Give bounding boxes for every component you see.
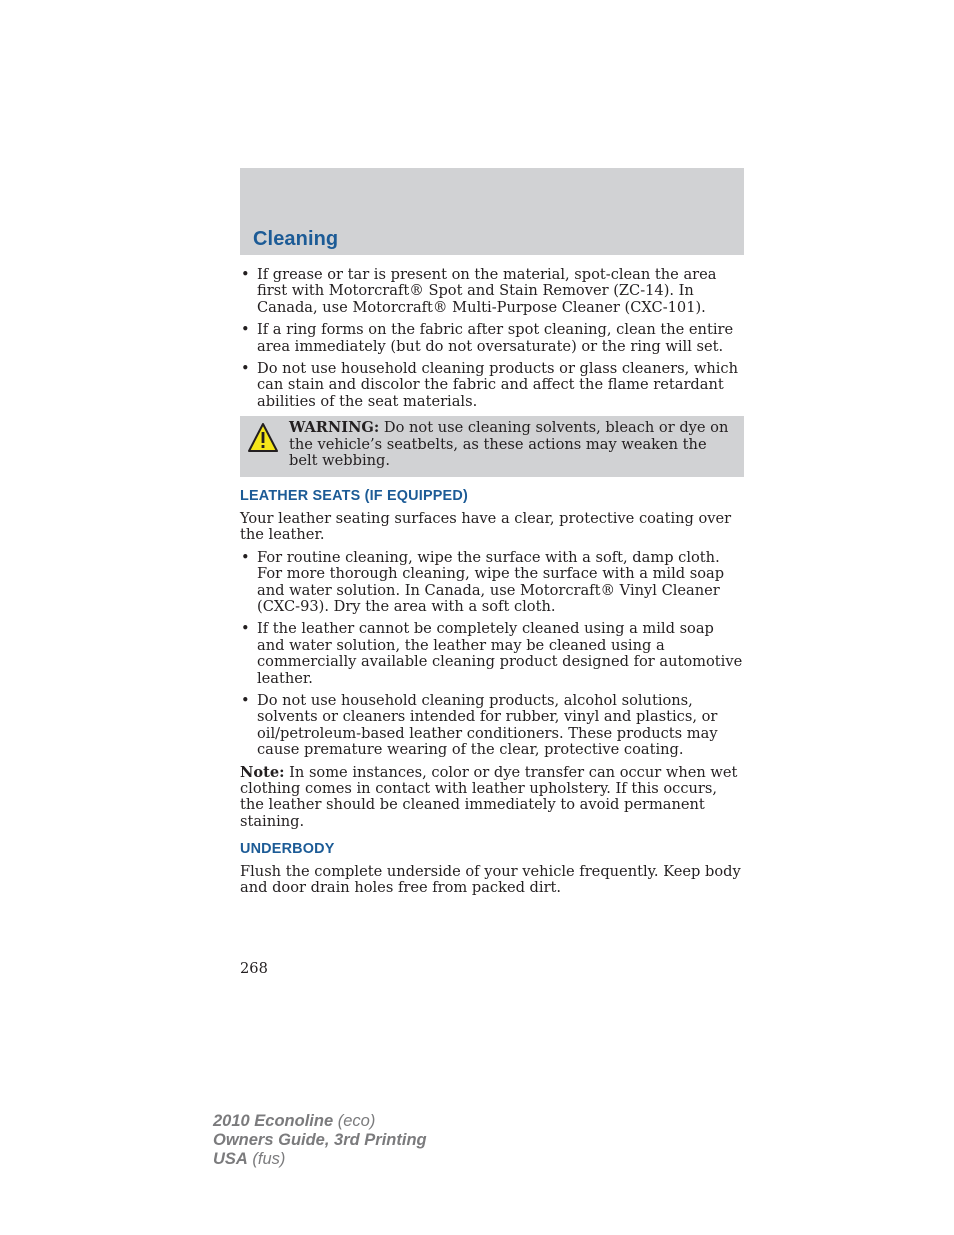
note-label: Note: <box>240 763 285 781</box>
bullet-icon: • <box>241 321 250 339</box>
list-item-text: Do not use household cleaning products, alcohol solutions, solvents or cleaners intended for rubber, vinyl and plastics, or oil/petroleum-based leather conditioners. These products may cause premature wearing of the clear, protective coating. <box>257 691 718 759</box>
footer-region-code: (fus) <box>247 1150 286 1168</box>
footer-guide: Owners Guide, 3rd Printing <box>213 1131 427 1149</box>
list-item <box>240 322 744 355</box>
section-header-band <box>240 168 744 255</box>
page-content <box>240 267 744 902</box>
leather-note <box>240 765 744 831</box>
fabric-cleaning-list <box>240 267 744 410</box>
footer-line-3 <box>213 1150 427 1169</box>
bullet-icon: • <box>241 691 250 709</box>
list-item <box>240 361 744 410</box>
list-item <box>240 621 744 687</box>
document-footer <box>213 1112 427 1169</box>
warning-text: Do not use cleaning solvents, bleach or dye on the vehicle’s seatbelts, as these actions may weaken the belt webbing. <box>289 419 729 470</box>
bullet-icon: • <box>241 266 250 283</box>
leather-seats-heading: LEATHER SEATS (IF EQUIPPED) <box>240 488 468 505</box>
underbody-heading: UNDERBODY <box>240 841 335 858</box>
footer-region: USA <box>213 1150 248 1168</box>
footer-line-2 <box>213 1131 427 1150</box>
list-item <box>240 693 744 759</box>
section-title: Cleaning <box>253 228 339 250</box>
page-number: 268 <box>240 960 268 977</box>
footer-model-code: (eco) <box>333 1112 376 1130</box>
list-item-text: If the leather cannot be completely cleaned using a mild soap and water solution, the leather may be cleaned using a commercially available cleaning product designed for automotive leather. <box>257 620 743 687</box>
warning-label: WARNING: <box>289 419 380 437</box>
note-text: In some instances, color or dye transfer can occur when wet clothing comes in contact with leather upholstery. If this occurs, the leather should be cleaned immediately to avoid permanent staining. <box>240 763 738 830</box>
warning-triangle-icon <box>247 421 279 455</box>
list-item-text: For routine cleaning, wipe the surface with a soft, damp cloth. For more thorough cleaning, wipe the surface with a mild soap and water solution. In Canada, use Motorcraft® Vinyl Cleaner (CXC-93). Dry the area with a soft cloth. <box>257 548 725 615</box>
bullet-icon: • <box>241 620 250 638</box>
bullet-icon: • <box>241 360 250 378</box>
footer-line-1 <box>213 1112 427 1131</box>
warning-box <box>240 416 744 477</box>
leather-intro: Your leather seating surfaces have a clear, protective coating over the leather. <box>240 509 732 544</box>
underbody-text: Flush the complete underside of your vehicle frequently. Keep body and door drain holes free from packed dirt. <box>240 862 741 896</box>
list-item <box>240 550 744 616</box>
list-item <box>240 267 744 316</box>
list-item-text: Do not use household cleaning products or glass cleaners, which can stain and discolor the fabric and affect the flame retardant abilities of the seat materials. <box>257 360 738 410</box>
bullet-icon: • <box>241 548 250 566</box>
list-item-text: If grease or tar is present on the material, spot-clean the area first with Motorcraft® Spot and Stain Remover (ZC-14). In Canada, use Motorcraft® Multi-Purpose Cleaner (CXC-101). <box>257 266 717 316</box>
footer-model: 2010 Econoline <box>213 1112 334 1130</box>
list-item-text: If a ring forms on the fabric after spot cleaning, clean the entire area immediately (but do not oversaturate) or the ring will set. <box>257 321 734 355</box>
leather-cleaning-list <box>240 550 744 759</box>
